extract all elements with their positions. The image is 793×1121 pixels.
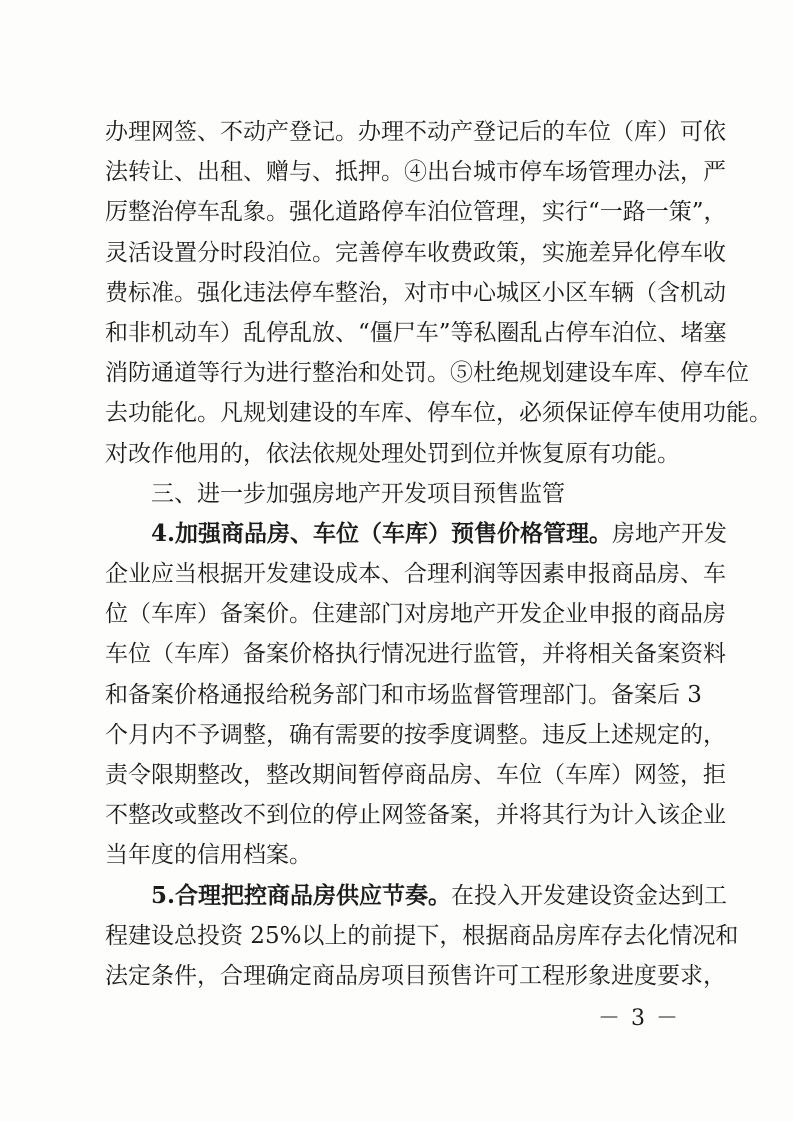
paragraph-line: 厉整治停车乱象。强化道路停车泊位管理，实行“一路一策”， bbox=[105, 199, 727, 226]
paragraph-line: 企业应当根据开发建设成本、合理利润等因素申报商品房、车 bbox=[105, 561, 726, 588]
paragraph-line: 程建设总投资 25%以上的前提下，根据商品房库存去化情况和 bbox=[105, 922, 739, 949]
paragraph-line: 费标准。强化违法停车整治，对市中心城区小区车辆（含机动 bbox=[105, 279, 726, 306]
paragraph-line: 办理网签、不动产登记。办理不动产登记后的车位（库）可依 bbox=[105, 119, 726, 145]
paragraph-line: 车位（车库）备案价格执行情况进行监管，并将相关备案资料 bbox=[105, 641, 726, 668]
item4-first-line bbox=[105, 514, 728, 554]
paragraph-line: 和备案价格通报给税务部门和市场监督管理部门。备案后 3 bbox=[105, 681, 702, 708]
paragraph-line: 不整改或整改不到位的停止网签备案，并将其行为计入该企业 bbox=[105, 802, 726, 829]
paragraph-line: 灵活设置分时段泊位。完善停车收费政策，实施差异化停车收 bbox=[105, 239, 726, 266]
paragraph-line: 消防通道等行为进行整治和处罚。⑤杜绝规划建设车库、停车位 bbox=[105, 360, 749, 387]
body-text bbox=[105, 112, 772, 996]
item4-title: 4.加强商品房、车位（车库）预售价格管理。 bbox=[151, 519, 613, 547]
paragraph-line: 位（车库）备案价。住建部门对房地产开发企业申报的商品房 bbox=[105, 601, 726, 628]
section-heading: 三、进一步加强房地产开发项目预售监管 bbox=[151, 480, 565, 507]
paragraph-line: 去功能化。凡规划建设的车库、停车位，必须保证停车使用功能。 bbox=[105, 400, 772, 427]
paragraph-line: 当年度的信用档案。 bbox=[105, 842, 312, 869]
paragraph-line: 法定条件，合理确定商品房项目预售许可工程形象进度要求， bbox=[105, 962, 726, 989]
item5-first-line-rest: 在投入开发建设资金达到工 bbox=[451, 882, 728, 909]
item5-title: 5.合理把控商品房供应节奏。 bbox=[151, 881, 452, 909]
paragraph-line: 责令限期整改，整改期间暂停商品房、车位（车库）网签，拒 bbox=[105, 762, 726, 788]
item5-first-line bbox=[105, 876, 728, 916]
paragraph-line: 法转让、出租、赠与、抵押。④出台城市停车场管理办法，严 bbox=[105, 159, 726, 186]
paragraph-line: 和非机动车）乱停乱放、“僵尸车”等私圈乱占停车泊位、堵塞 bbox=[105, 319, 727, 346]
paragraph-line: 个月内不予调整，确有需要的按季度调整。违反上述规定的， bbox=[105, 721, 726, 748]
page-number: － 3 － bbox=[598, 1006, 680, 1031]
paragraph-line: 对改作他用的，依法依规处理处罚到位并恢复原有功能。 bbox=[105, 440, 680, 467]
item4-first-line-rest: 房地产开发 bbox=[612, 520, 728, 547]
